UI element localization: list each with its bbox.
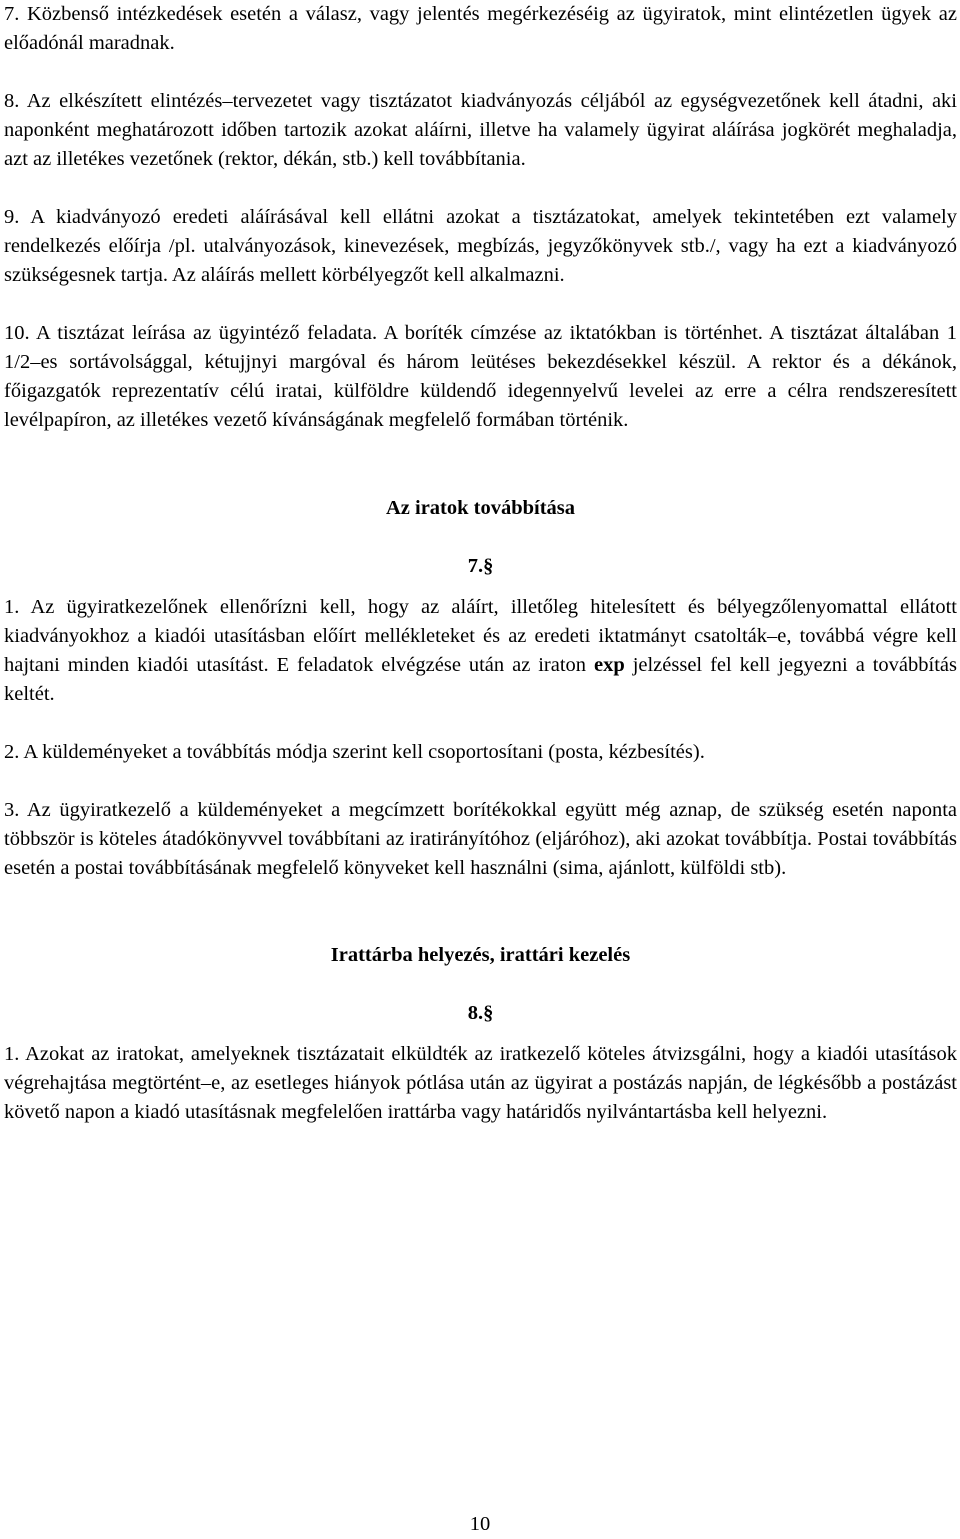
section-number-7 xyxy=(4,552,957,581)
section-number-label: 7. xyxy=(467,555,484,577)
paragraph-7: 7. Közbenső intézkedések esetén a válasz, vagy jelentés megérkezéséig az ügyiratok, mint elintézetlen ügyek az előadónál maradnak. xyxy=(4,3,957,54)
section7-item-3: 3. Az ügyiratkezelő a küldeményeket a megcímzett borítékokkal együtt még aznap, de szükség esetén naponta többször is köteles átadókönyvvel továbbítani az iratirányítóhoz (eljáróhoz), aki azokat továbbítja. Postai továbbítás esetén a postai továbbításának megfelelő könyveket kell használni (sima, ajánlott, külföldi stb). xyxy=(4,799,957,879)
section-sign: § xyxy=(483,555,494,577)
document-page xyxy=(4,0,957,1127)
section-heading-irattarba-helyezes: Irattárba helyezés, irattári kezelés xyxy=(330,944,631,966)
section-number-label: 8. xyxy=(467,1002,484,1024)
paragraph-10: 10. A tisztázat leírása az ügyintéző feladata. A boríték címzése az iktatókban is történhet. A tisztázat általában 1 1/2–es sortávolsággal, kétujjnyi margóval és három leütéses bekezdésekkel készül. A rektor és a dékánok, főigazgatók reprezentatív célú iratai, külföldre küldendő idegennyelvű levelei az erre a célra rendszeresített levélpapíron, az illetékes vezető kívánságának megfelelő formában történik. xyxy=(4,322,957,431)
section-number-8 xyxy=(4,999,957,1028)
section-heading-iratok-tovabbitasa: Az iratok továbbítása xyxy=(385,497,576,519)
paragraph-9: 9. A kiadványozó eredeti aláírásával kell ellátni azokat a tisztázatokat, amelyek tekintetében ezt valamely rendelkezés előírja /pl. utalványozások, kinevezések, megbízás, jegyzőkönyvek stb./, vagy ha ezt a kiadványozó szükségesnek tartja. Az aláírás mellett körbélyegzőt kell alkalmazni. xyxy=(4,206,957,286)
exp-mark: exp xyxy=(594,654,625,676)
section-sign: § xyxy=(483,1002,494,1024)
section7-item-1 xyxy=(4,593,957,709)
page-number: 10 xyxy=(469,1513,491,1535)
section7-item-1-text-b: jelzéssel fel kell jegyezni a továbbítás keltét. xyxy=(4,654,957,705)
paragraph-8: 8. Az elkészített elintézés–tervezetet vagy tisztázatot kiadványozás céljából az egységvezetőnek kell átadni, aki naponként meghatározott időben tartozik azokat aláírni, illetve ha valamely ügyirat aláírása jogkörét meghaladja, azt az illetékes vezetőnek (rektor, dékán, stb.) kell továbbítania. xyxy=(4,90,957,170)
section7-item-2: 2. A küldeményeket a továbbítás módja szerint kell csoportosítani (posta, kézbesítés). xyxy=(4,741,705,763)
section7-item-1-text-a: 1. Az ügyiratkezelőnek ellenőrízni kell, hogy az aláírt, illetőleg hitelesített és bélyegzőlenyomattal ellátott kiadványokhoz a kiadói utasításban előírt mellékleteket és az eredeti iktatmányt csatolták–e, továbbá végre kell hajtani minden kiadói utasítást. E feladatok elvégzése után az iraton xyxy=(4,596,957,676)
section8-item-1: 1. Azokat az iratokat, amelyeknek tisztázatait elküldték az iratkezelő köteles átvizsgálni, hogy a kiadói utasítások végrehajtása megtörtént–e, az esetleges hiányok pótlása után az ügyirat a postázás napján, de légkésőbb a postázást követő napon a kiadó utasításnak megfelelően irattárba vagy határidős nyilvántartásba kell helyezni. xyxy=(4,1043,957,1123)
